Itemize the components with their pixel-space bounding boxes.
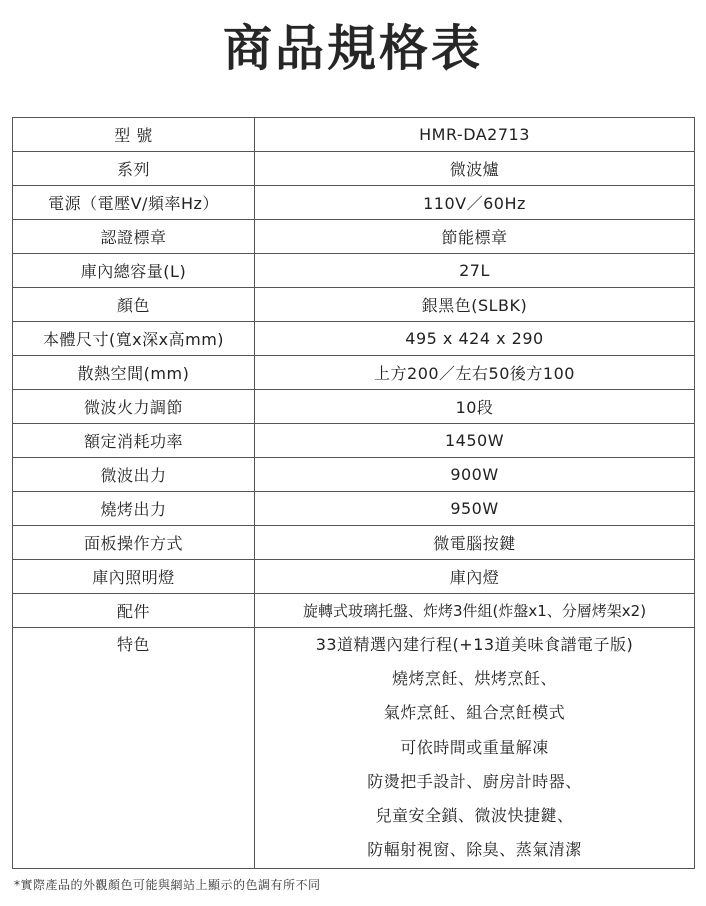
spec-label: 微波火力調節 — [13, 390, 255, 424]
table-row — [13, 152, 695, 186]
feature-line: 氣炸烹飪、組合烹飪模式 — [383, 703, 566, 723]
spec-label: 庫內總容量(L) — [13, 254, 255, 288]
spec-label: 系列 — [13, 152, 255, 186]
spec-label: 額定消耗功率 — [13, 424, 255, 458]
spec-table — [12, 117, 695, 869]
spec-value: 微波爐 — [255, 152, 695, 186]
spec-value: 27L — [255, 254, 695, 288]
table-row — [13, 526, 695, 560]
spec-label: 微波出力 — [13, 458, 255, 492]
feature-line: 兒童安全鎖、微波快捷鍵、 — [375, 805, 574, 825]
spec-label: 散熱空間(mm) — [13, 356, 255, 390]
table-row — [13, 220, 695, 254]
spec-value: 900W — [255, 458, 695, 492]
table-row — [13, 254, 695, 288]
feature-line: 33道精選內建行程(+13道美味食譜電子版) — [315, 635, 634, 654]
spec-label: 配件 — [13, 594, 255, 628]
features-row — [13, 628, 695, 869]
spec-label: 面板操作方式 — [13, 526, 255, 560]
footnote: *實際產品的外觀顏色可能與網站上顯示的色調有所不同 — [14, 878, 321, 892]
table-row — [13, 186, 695, 220]
feature-line: 防輻射視窗、除臭、蒸氣清潔 — [367, 840, 582, 860]
spec-value: 110V／60Hz — [255, 186, 695, 220]
spec-value: 950W — [255, 492, 695, 526]
spec-label: 電源（電壓V/頻率Hz） — [13, 186, 255, 220]
table-row — [13, 560, 695, 594]
spec-label: 本體尺寸(寬x深x高mm) — [13, 322, 255, 356]
table-row — [13, 424, 695, 458]
spec-label: 庫內照明燈 — [13, 560, 255, 594]
feature-line: 防燙把手設計、廚房計時器、 — [367, 771, 582, 791]
table-row — [13, 492, 695, 526]
table-row — [13, 322, 695, 356]
spec-value: 庫內燈 — [255, 560, 695, 594]
spec-label: 型 號 — [13, 118, 255, 152]
spec-value: 節能標章 — [255, 220, 695, 254]
table-row — [13, 594, 695, 628]
spec-value: 銀黑色(SLBK) — [255, 288, 695, 322]
table-row — [13, 118, 695, 152]
spec-value: 495 x 424 x 290 — [255, 322, 695, 356]
table-row — [13, 288, 695, 322]
table-row — [13, 356, 695, 390]
feature-line: 可依時間或重量解凍 — [400, 737, 549, 757]
feature-line: 燒烤烹飪、烘烤烹飪、 — [391, 669, 557, 689]
spec-value: 1450W — [255, 424, 695, 458]
spec-value: 微電腦按鍵 — [255, 526, 695, 560]
page-title: 商品規格表 — [222, 20, 483, 77]
spec-label: 燒烤出力 — [13, 492, 255, 526]
table-row — [13, 458, 695, 492]
features-label — [13, 628, 255, 869]
spec-value: 上方200／左右50後方100 — [255, 356, 695, 390]
spec-value: HMR-DA2713 — [255, 118, 695, 152]
spec-label: 特色 — [116, 635, 150, 654]
features-value — [255, 628, 695, 869]
spec-value: 10段 — [255, 390, 695, 424]
table-row — [13, 390, 695, 424]
spec-label: 認證標章 — [13, 220, 255, 254]
spec-value: 旋轉式玻璃托盤、炸烤3件組(炸盤x1、分層烤架x2) — [255, 594, 695, 628]
spec-label: 顏色 — [13, 288, 255, 322]
